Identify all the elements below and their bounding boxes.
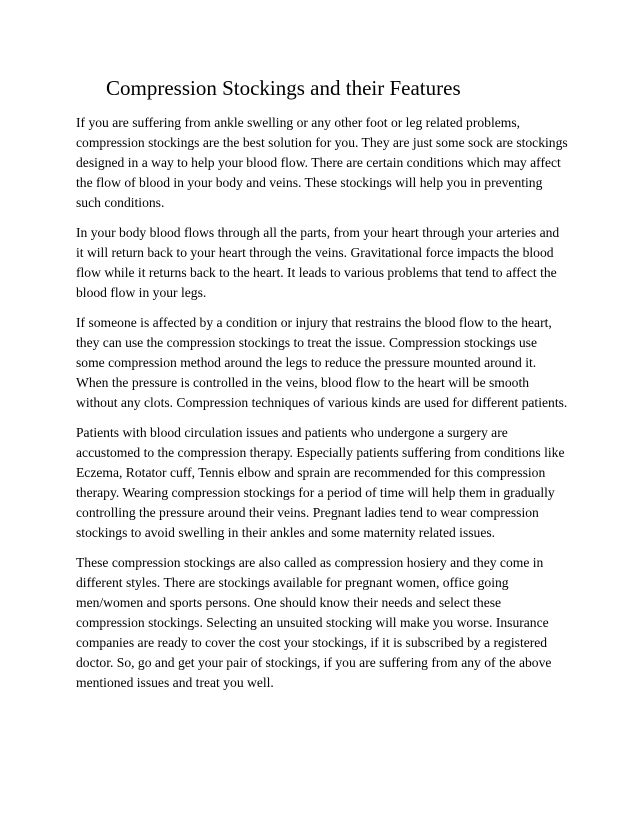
paragraph-2: In your body blood flows through all the parts, from your heart through your arteries and it will return back to your heart through the veins. Gravitational force impacts the blood flow while it returns back to the heart. It leads to various problems that tend to affect the blood flow in your legs. bbox=[76, 225, 560, 300]
document-body bbox=[76, 113, 568, 703]
paragraph-1: If you are suffering from ankle swelling or any other foot or leg related problems, compression stockings are the best solution for you. They are just some sock are stockings designed in a way to help your blood flow. There are certain conditions which may affect the flow of blood in your body and veins. These stockings will help you in preventing such conditions. bbox=[76, 115, 568, 210]
paragraph-3: If someone is affected by a condition or injury that restrains the blood flow to the heart, they can use the compression stockings to treat the issue. Compression stockings use some compression method around the legs to reduce the pressure mounted around it. When the pressure is controlled in the veins, blood flow to the heart will be smooth without any clots. Compression techniques of various kinds are used for different patients. bbox=[76, 315, 568, 410]
document-title: Compression Stockings and their Features bbox=[106, 76, 461, 100]
paragraph-5: These compression stockings are also called as compression hosiery and they come in different styles. There are stockings available for pregnant women, office going men/women and sports persons. One should know their needs and select these compression stockings. Selecting an unsuited stocking will make you worse. Insurance companies are ready to cover the cost your stockings, if it is subscribed by a registered doctor. So, go and get your pair of stockings, if you are suffering from any of the above mentioned issues and treat you well. bbox=[76, 555, 552, 690]
paragraph-4: Patients with blood circulation issues and patients who undergone a surgery are accustomed to the compression therapy. Especially patients suffering from conditions like Eczema, Rotator cuff, Tennis elbow and sprain are recommended for this compression therapy. Wearing compression stockings for a period of time will help them in gradually controlling the pressure around their veins. Pregnant ladies tend to wear compression stockings to avoid swelling in their ankles and some maternity related issues. bbox=[76, 425, 565, 540]
